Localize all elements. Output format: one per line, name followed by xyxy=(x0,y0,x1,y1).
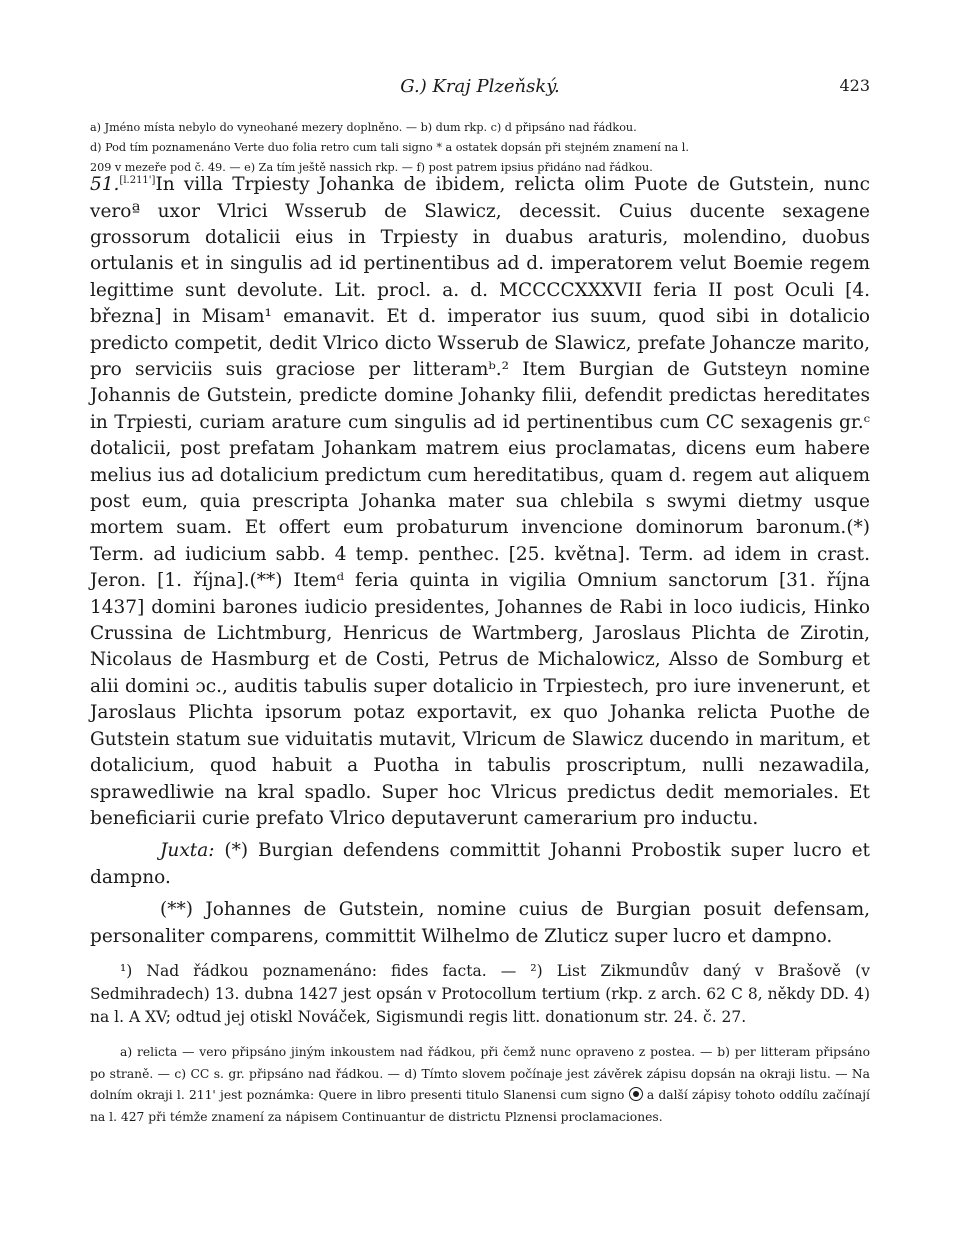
lettered-footnote-paragraph xyxy=(90,1042,870,1128)
second-note-paragraph: (**) Johannes de Gutstein, nomine cuius de Burgian posuit defensam, personaliter comparens, committit Wilhelmo de Zluticz super lucro et dampno. xyxy=(90,899,870,947)
lettered-footnotes xyxy=(90,1042,870,1128)
juxta-text: (*) Burgian defendens committit Johanni Probostik super lucro et dampno. xyxy=(90,840,870,888)
numbered-footnotes xyxy=(90,960,870,1029)
folio-reference: [l.211'] xyxy=(119,175,156,186)
entry-text: In villa Trpiesty Johanka de ibidem, relicta olim Puote de Gutstein, nunc veroª uxor Vlrici Wsserub de Slawicz, decessit. Cuius ducente sexagene grossorum dotalicii eius in Trpiesty in duabus araturis, molendino, duobus ortulanis et in singulis ad id pertinentibus ad d. imperatorem velut Boemie regem legittime sunt devolute. Lit. procl. a. d. MCCCCXXXVII feria II post Oculi [4. března] in Misam¹ emanavit. Et d. imperator ius suum, quod sibi in dotalicio predicto competit, dedit Vlrico dicto Wsserub de Slawicz, prefate Johancze marito, pro serviciis suis graciose per litteramᵇ.² Item Burgian de Gutsteyn nomine Johannis de Gutstein, predicte domine Johanky filii, defendit predictas hereditates in Trpiesti, curiam arature cum singulis ad id pertinentibus cum CC sexagenis gr.ᶜ dotalicii, post prefatam Johankam matrem eius proclamatas, dicens eum habere melius ius ad dotalicium predictum cum hereditatibus, quam d. regem aut aliquem post eum, quia prescripta Johanka mater sua chlebila s swymi dietmy usque mortem suam. Et offert eum probaturum invencione dominorum baronum.(*) Term. ad iudicium sabb. 4 temp. penthec. [25. května]. Term. ad idem in crast. Jeron. [1. října].(**) Itemᵈ feria quinta in vigilia Omnium sanctorum [31. října 1437] domini barones iudicio presidentes, Johannes de Rabi in loco iudicis, Hinko Crussina de Lichtmburg, Henricus de Wartmberg, Jaroslaus Plichta de Zirotin, Nicolaus de Hasmburg et de Costi, Petrus de Michalowicz, Alsso de Somburg et alii domini ɔc., auditis tabulis super dotalicio in Trpiestech, pro iure invenerunt, et Jaroslaus Plichta ipsorum potaz exportavit, ex quo Johanka relicta Puothe de Gutstein statum sue viduitatis mutavit, Vlricum de Slawicz ducendo in maritum, et dotalicium, quod habuit a Puotha in tabulis proscriptum, nulli nezawadila, sprawedliwie na kral spadlo. Super hoc Vlricus predictus dedit memoriales. Et beneficiarii curie prefato Vlrico deputaverunt camerarium pro inductu. xyxy=(90,174,870,829)
running-title: G.) Kraj Plzeňský. xyxy=(400,76,560,97)
main-text xyxy=(90,168,870,950)
entry-number: 51. xyxy=(90,174,120,196)
top-footnote-line: d) Pod tím poznamenáno Verte duo folia retro cum tali signo * a ostatek dopsán při stejném znamení na l. xyxy=(90,141,689,154)
numbered-footnote-text: ¹) Nad řádkou poznamenáno: fides facta. — ²) List Zikmundův daný v Brašově (v Sedmihradech) 13. dubna 1427 jest opsán v Protocollum tertium (rkp. z arch. 62 C 8, někdy DD. 4) na l. A XV; odtud jej otiskl Nováček, Sigismundi regis litt. donationum str. 24. č. 27. xyxy=(90,962,870,1026)
page-number: 423 xyxy=(839,76,870,95)
juxta-paragraph xyxy=(90,838,870,891)
juxta-label: Juxta: xyxy=(160,840,215,862)
page-header xyxy=(90,76,870,100)
lettered-footnote-text-continued: a další zápisy tohoto oddílu začínají na l. 427 při témže znamení za nápisem Continuantur de districtu Plznensi proclamaciones. xyxy=(90,1088,870,1124)
top-footnote-line: a) Jméno místa nebylo do vyneohané mezery doplněno. — b) dum rkp. c) d připsáno nad řádkou. xyxy=(90,121,637,134)
cross-circle-signo-icon xyxy=(629,1087,643,1101)
lettered-footnote-text: a) relicta — vero připsáno jiným inkoustem nad řádkou, při čemž nunc opraveno z postea. — b) per litteram připsáno po straně. — c) CC s. gr. připsáno nad řádkou. — d) Tímto slovem počínaje jest závěrek zápisu dopsán na okraji listu. — Na dolním okraji l. 211' jest poznámka: Quere in libro presenti titulo Slanensi cum signo xyxy=(90,1045,870,1102)
entry-paragraph xyxy=(90,168,870,832)
top-footnote-line: 209 v mezeře pod č. 49. — e) Za tím ještě nassich rkp. — f) post patrem ipsius přidáno nad řádkou. xyxy=(90,161,653,174)
